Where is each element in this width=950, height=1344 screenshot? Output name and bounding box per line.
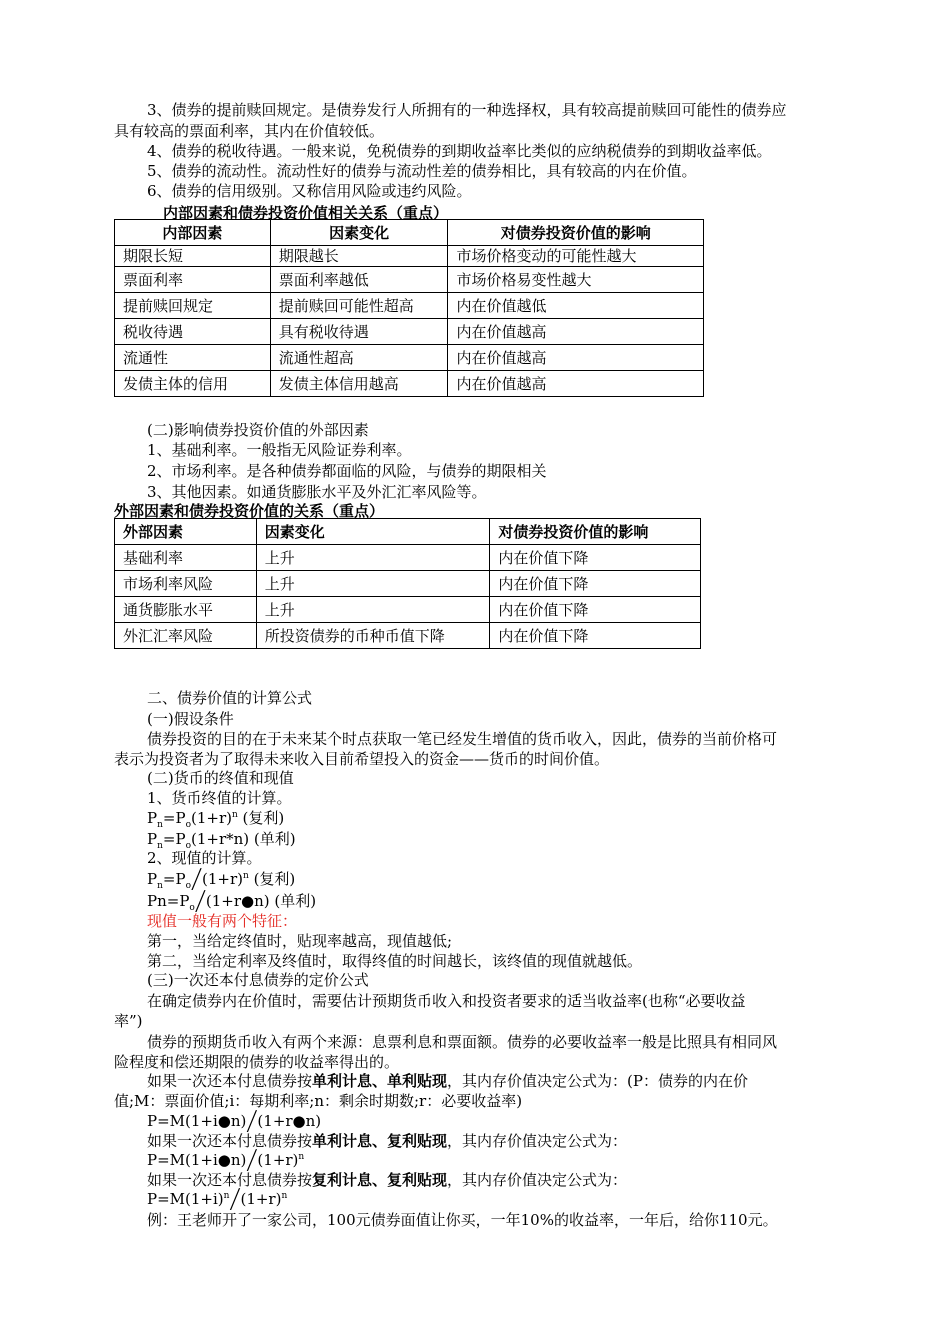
- case-1-legend: 值;M：票面价值;i：每期利率;n：剩余时期数;r：必要收益率): [114, 1092, 523, 1110]
- external-para-3: 3、其他因素。如通货膨胀水平及外汇汇率风险等。: [147, 483, 487, 501]
- header-cell: 对债券投资价值的影响: [448, 220, 704, 246]
- table-cell: 期限越长: [270, 246, 448, 267]
- external-factors-heading: (二)影响债券投资价值的外部因素: [147, 421, 369, 439]
- fv-pv-heading: (二)货币的终值和现值: [147, 769, 294, 787]
- external-factors-table: [114, 518, 701, 649]
- table-cell: 市场价格变动的可能性越大: [448, 246, 704, 267]
- header-cell: 内部因素: [115, 220, 271, 246]
- table-row: [115, 571, 701, 597]
- table-cell: 市场利率风险: [115, 571, 257, 597]
- header-cell: 因素变化: [270, 220, 448, 246]
- formula-fv-compound: $P_n=P_o(1+r)^n$ (复利): [147, 809, 285, 830]
- formula-pv-compound: $P_n=P_o╱(1+r)^n$ (复利): [147, 867, 296, 891]
- table-cell: 外汇汇率风险: [115, 623, 257, 649]
- assumption-para-cont: 表示为投资者为了取得未来收入目前希望投入的资金——货币的时间价值。: [114, 750, 610, 768]
- intro-para-4: 4、债券的税收待遇。一般来说，免税债券的到期收益率比类似的应纳税债券的到期收益率低。: [147, 142, 772, 160]
- table-row: [115, 545, 701, 571]
- fv-heading: 1、货币终值的计算。: [147, 789, 292, 807]
- case-2-formula: $P=M(1+i●n)╱(1+r)^n$: [147, 1148, 305, 1172]
- table-cell: 内在价值越低: [448, 293, 704, 319]
- case-1-formula: P=M(1+i●n)╱(1+r●n): [147, 1109, 322, 1133]
- table-cell: 具有税收待遇: [270, 319, 448, 345]
- pv-feature-2: 第二，当给定利率及终值时，取得终值的时间越长，该终值的现值就越低。: [147, 952, 643, 970]
- table-cell: 税收待遇: [115, 319, 271, 345]
- table-cell: 发债主体信用越高: [270, 371, 448, 397]
- table-cell: 基础利率: [115, 545, 257, 571]
- table-row: [115, 623, 701, 649]
- pricing-para-1-cont: 率”): [114, 1012, 143, 1030]
- table-cell: 流通性: [115, 345, 271, 371]
- table-cell: 通货膨胀水平: [115, 597, 257, 623]
- table-row: [115, 319, 704, 345]
- table-cell: 内在价值越高: [448, 319, 704, 345]
- case-3-formula: $P=M(1+i)^n╱(1+r)^n$: [147, 1187, 288, 1211]
- table-row: [115, 246, 704, 267]
- table-cell: 内在价值越高: [448, 371, 704, 397]
- table-row: [115, 293, 704, 319]
- header-cell: 因素变化: [256, 519, 490, 545]
- table-cell: 流通性超高: [270, 345, 448, 371]
- table-cell: 票面利率: [115, 267, 271, 293]
- intro-para-3: 3、债券的提前赎回规定。是债券发行人所拥有的一种选择权，具有较高提前赎回可能性的债券应: [147, 101, 787, 119]
- assumption-heading: (一)假设条件: [147, 710, 234, 728]
- intro-para-6: 6、债券的信用级别。又称信用风险或违约风险。: [147, 182, 472, 200]
- pv-feature-1: 第一，当给定终值时，贴现率越高，现值越低;: [147, 932, 453, 950]
- table-cell: 提前赎回规定: [115, 293, 271, 319]
- table-row: [115, 345, 704, 371]
- table-cell: 提前赎回可能性超高: [270, 293, 448, 319]
- header-cell: 外部因素: [115, 519, 257, 545]
- case-2-text: 如果一次还本付息债券按单利计息、复利贴现，其内存价值决定公式为：: [147, 1132, 628, 1150]
- table-cell: 内在价值下降: [490, 623, 701, 649]
- table-cell: 期限长短: [115, 246, 271, 267]
- pricing-para-2: 债券的预期货币收入有两个来源：息票利息和票面额。债券的必要收益率一般是比照具有相同风: [147, 1033, 778, 1051]
- external-para-1: 1、基础利率。一般指无风险证券利率。: [147, 441, 412, 459]
- pricing-para-1: 在确定债券内在价值时，需要估计预期货币收入和投资者要求的适当收益率(也称“必要收益: [147, 992, 746, 1010]
- table-cell: 上升: [256, 571, 490, 597]
- pv-features-heading: 现值一般有两个特征：: [147, 912, 298, 930]
- internal-factors-table: [114, 219, 704, 397]
- internal-table-title: 内部因素和债券投资价值相关关系（重点）: [163, 204, 449, 222]
- table-cell: 发债主体的信用: [115, 371, 271, 397]
- table-cell: 内在价值下降: [490, 545, 701, 571]
- formula-pv-simple: $Pn=P_o╱(1+r●n)$ (单利): [147, 889, 317, 913]
- table-cell: 内在价值下降: [490, 597, 701, 623]
- section-2-heading: 二、债券价值的计算公式: [147, 689, 313, 707]
- case-1-text: 如果一次还本付息债券按单利计息、单利贴现，其内存价值决定公式为：(P：债券的内在价: [147, 1072, 748, 1090]
- formula-fv-simple: $P_n=P_o(1+r*n)$ (单利): [147, 830, 296, 851]
- external-para-2: 2、市场利率。是各种债券都面临的风险，与债券的期限相关: [147, 462, 547, 480]
- table-cell: 所投资债券的币种币值下降: [256, 623, 490, 649]
- pv-heading: 2、现值的计算。: [147, 849, 262, 867]
- table-row: [115, 267, 704, 293]
- table-header-row: [115, 220, 704, 246]
- table-cell: 上升: [256, 545, 490, 571]
- intro-para-5: 5、债券的流动性。流动性好的债券与流动性差的债券相比，具有较高的内在价值。: [147, 162, 697, 180]
- table-cell: 内在价值越高: [448, 345, 704, 371]
- table-cell: 上升: [256, 597, 490, 623]
- table-cell: 市场价格易变性越大: [448, 267, 704, 293]
- table-cell: 内在价值下降: [490, 571, 701, 597]
- pricing-para-2-cont: 险程度和偿还期限的债券的收益率得出的。: [114, 1053, 400, 1071]
- header-cell: 对债券投资价值的影响: [490, 519, 701, 545]
- table-row: [115, 597, 701, 623]
- intro-para-3-cont: 具有较高的票面利率，其内在价值较低。: [114, 122, 385, 140]
- table-cell: 票面利率越低: [270, 267, 448, 293]
- table-row: [115, 371, 704, 397]
- assumption-para: 债券投资的目的在于未来某个时点获取一笔已经发生增值的货币收入，因此，债券的当前价格可: [147, 730, 778, 748]
- table-header-row: [115, 519, 701, 545]
- pricing-formula-heading: (三)一次还本付息债券的定价公式: [147, 971, 369, 989]
- case-3-text: 如果一次还本付息债券按复利计息、复利贴现，其内存价值决定公式为：: [147, 1171, 628, 1189]
- example-text: 例：王老师开了一家公司，100元债券面值让你买，一年10%的收益率，一年后，给你110元。: [147, 1211, 778, 1229]
- external-table-title: 外部因素和债券投资价值的关系（重点）: [114, 502, 385, 520]
